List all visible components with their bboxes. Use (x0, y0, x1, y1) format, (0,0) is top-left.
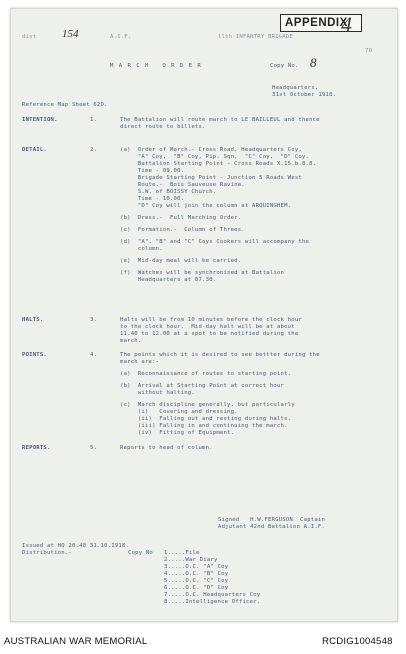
distribution-item: 7.....O.C. Headquarters Coy (164, 592, 261, 598)
section-label: INTENTION. (22, 117, 58, 123)
section-text-line: Battalion Starting Point - Cross Roads X.15.b.8.8. (120, 161, 317, 167)
section-text-line: Time - 10.00. (120, 196, 185, 202)
distribution-item: 4.....O.C. "B" Coy (164, 571, 229, 577)
section-text-line: (ii) Falling out and resting during halts. (120, 416, 292, 422)
section-text-line: (a) Reconnaissance of routes to starting point. (120, 371, 292, 377)
section-number: 5. (90, 445, 98, 451)
section-text-line: (b) Arrival at Starting Point at correct hour (120, 383, 285, 389)
section-text-line: (d) "A", "B" and "C" Coys Cookers will accompany the (120, 239, 310, 245)
section-text-line: (b) Dress.- Full Marching Order. (120, 215, 242, 221)
section-text-line: (iii) Falling in and continuing the march. (120, 423, 288, 429)
section-text-line: (c) Formation.- Column of Threes. (120, 227, 245, 233)
distribution-copy-label: Copy No (128, 550, 153, 556)
hq-date: 31st October 1918. (272, 92, 337, 98)
section-text-line: (c) March discipline generally, but particularly (120, 402, 295, 408)
section-text-line: S.W. of BOISSY Church. (120, 189, 217, 195)
section-text-line: (i) Covering and dressing. (120, 409, 238, 415)
issued-line: Issued at HQ 20.40 31.10.1918. (22, 543, 130, 549)
section-text-line: "A" Coy, "B" Coy, Pip. Sqn, "C" Coy, "D" Coy. (120, 154, 310, 160)
section-label: DETAIL. (22, 147, 47, 153)
distribution-item: 1.....File (164, 550, 200, 556)
footer-source: AUSTRALIAN WAR MEMORIAL (4, 636, 148, 647)
copy-label: Copy No. (270, 63, 299, 69)
section-label: POINTS. (22, 352, 47, 358)
signature-title: Adjutant 42nd Battalion A.I.F. (218, 524, 326, 530)
section-number: 4. (90, 352, 98, 358)
section-text-line: Time - 09.00. (120, 168, 185, 174)
distribution-label: Distribution.- (22, 550, 72, 556)
map-reference: Reference Map Sheet 62D. (22, 102, 108, 108)
section-text-line: march are:- (120, 359, 160, 365)
section-text-line: column. (120, 246, 163, 252)
section-text-line: Reports to head of column. (120, 445, 213, 451)
section-text-line: (iv) Fitting of Equipment. (120, 430, 235, 436)
hq-line-1: Headquarters, (272, 85, 319, 91)
section-text-line: (f) Watches will be synchronised at Battalion (120, 270, 285, 276)
signature-line: Signed H.W.FERGUSON Captain (218, 517, 326, 523)
document-title: M A R C H O R D E R (110, 63, 202, 69)
section-text-line: march. (120, 338, 142, 344)
section-text-line: (e) Mid-day meal will be carried. (120, 258, 242, 264)
section-number: 1. (90, 117, 98, 123)
section-text-line: Route.- Bois Sauveuse Ravine. (120, 182, 245, 188)
section-text-line: 11.40 to 12.00 at a spot to be notified during the (120, 331, 299, 337)
section-label: HALTS. (22, 317, 44, 323)
section-text-line: Headquarters at 07.30. (120, 277, 217, 283)
distribution-item: 2.....War Diary (164, 557, 218, 563)
page-mark: 70 (365, 48, 373, 54)
section-text-line: to the clock hour. Mid-day halt will be at about (120, 324, 295, 330)
copy-number: 8 (310, 55, 317, 70)
section-text-line: "D" Coy will join the column at ARQUINGHEM. (120, 203, 292, 209)
dist-label: dist (22, 34, 37, 40)
section-text-line: Halts will be from 10 minutes before the clock hour (120, 317, 302, 323)
dist-tail: A.I.F. (110, 34, 132, 40)
distribution-item: 8.....Intelligence Officer. (164, 599, 261, 605)
appendix-number: 4 (341, 12, 352, 37)
distribution-item: 5.....O.C. "C" Coy (164, 578, 229, 584)
section-label: REPORTS. (22, 445, 51, 451)
section-text-line: without halting. (120, 390, 195, 396)
footer-id: RCDIG1004548 (322, 636, 393, 647)
section-text-line: The points which it is desired to see bettter during the (120, 352, 320, 358)
section-text-line: (a) Order of March.- Cross Road, Headquarters Coy, (120, 147, 302, 153)
document-page (10, 8, 398, 622)
dist-number: 154 (62, 28, 79, 40)
unit-name: llth INFANTRY BRIGADE (218, 34, 293, 40)
appendix-label: APPENDIX (285, 17, 348, 29)
section-text-line: The Battalion will route march to LE BAILLEUL and thence (120, 117, 320, 123)
section-text-line: direct route to billets. (120, 124, 206, 130)
section-text-line: Brigade Starting Point - Junction 5 Roads West (120, 175, 302, 181)
distribution-item: 3.....O.C. "A" Coy (164, 564, 229, 570)
distribution-item: 6.....O.C. "D" Coy (164, 585, 229, 591)
section-number: 3. (90, 317, 98, 323)
section-number: 2. (90, 147, 98, 153)
